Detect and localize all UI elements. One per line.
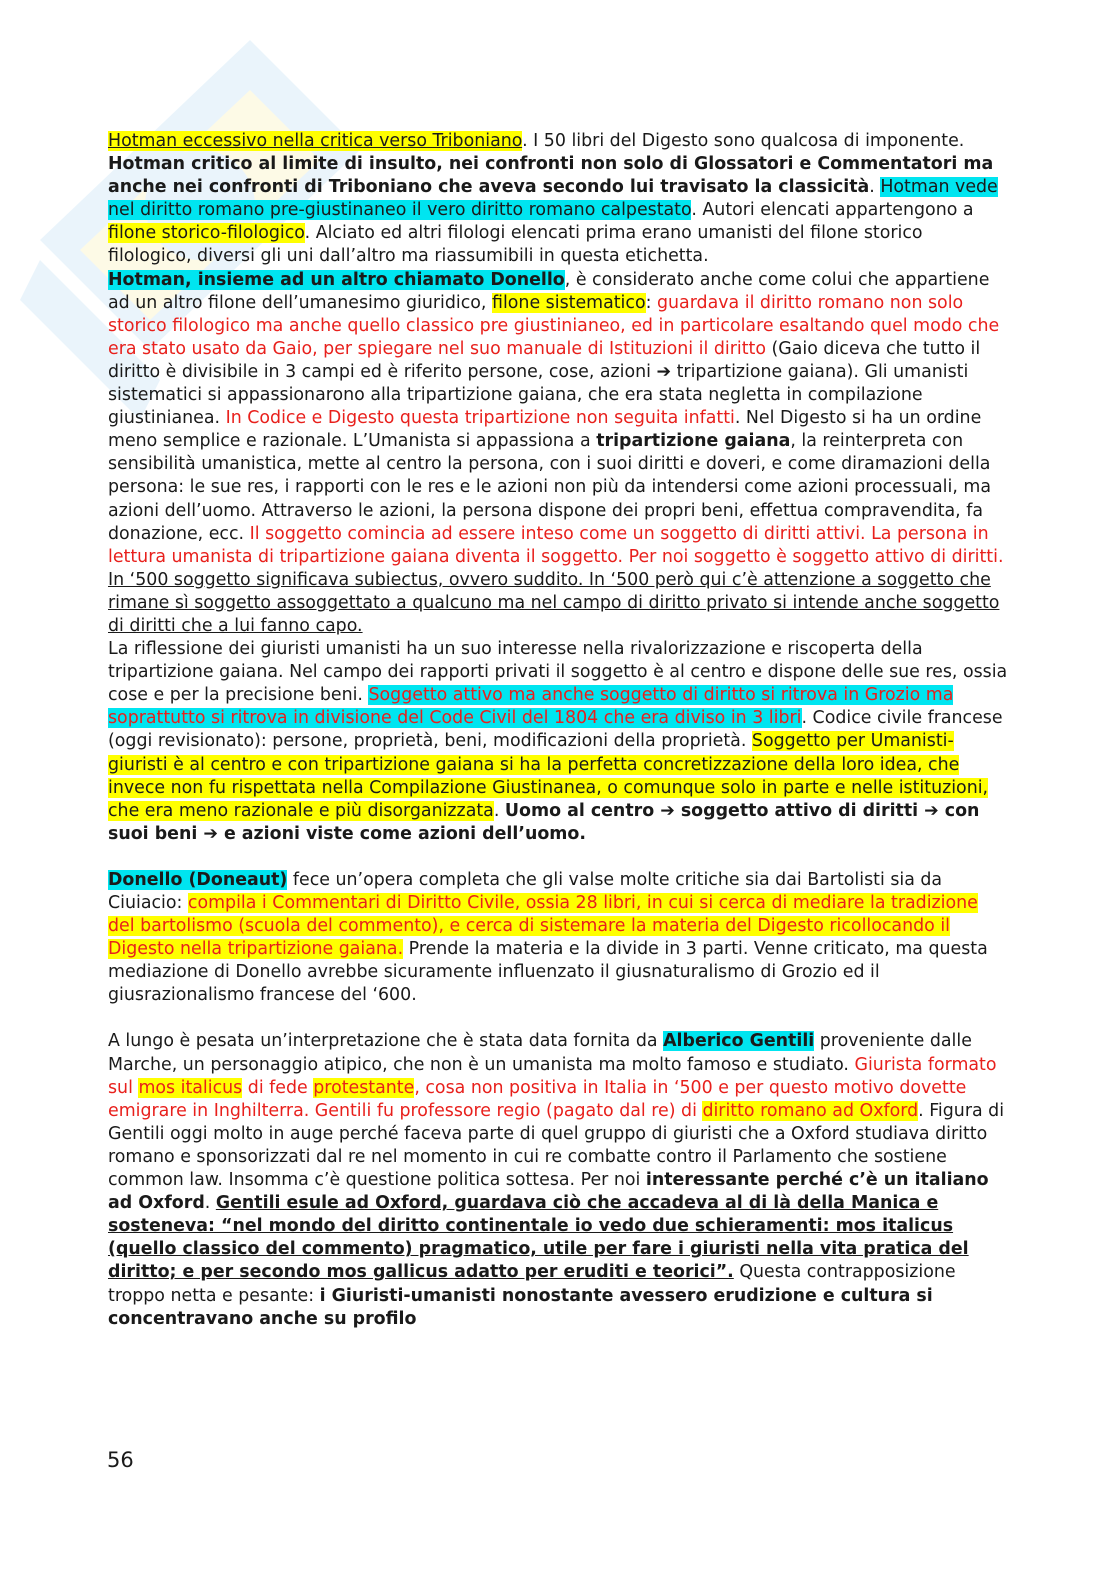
text-run: :	[645, 292, 657, 313]
text-run: .	[204, 1193, 216, 1214]
text-run: . Codice civile francese (oggi revisionato): persone, proprietà, beni, modificazioni della proprietà.	[108, 708, 1003, 752]
text-run: filone sistematico	[492, 292, 646, 313]
text-run: Uomo al centro ➔ soggetto attivo di diritti ➔ con suoi beni ➔ e azioni viste come azioni dell’uomo.	[108, 800, 980, 844]
text-run: . Autori elencati appartengono a	[691, 200, 974, 221]
text-run: , cosa non positiva in Italia in ‘500 e per questo motivo dovette emigrare in Inghilterra. Gentili fu professore regio (pagato dal re) di	[108, 1077, 967, 1121]
text-run: mos italicus	[138, 1077, 243, 1098]
text-run: . Figura di Gentili oggi molto in auge perché faceva parte di quel gruppo di giuristi che a Oxford studiava diritto romano e sponsorizzati dal re nel momento in cui re combatte contro il Parlamento che sostiene common law. Insomma c’è questione politica sottesa. Per noi	[108, 1100, 1005, 1191]
text-run: Hotman critico al limite di insulto, nei confronti non solo di Glossatori e Commentatori ma anche nei confronti di Triboniano che aveva secondo lui travisato la classicità	[108, 154, 994, 198]
paragraph	[108, 869, 1008, 1008]
document-body	[108, 130, 1008, 1331]
text-run: In Codice e Digesto questa tripartizione non seguita infatti	[225, 408, 735, 429]
text-run: . Nel Digesto si ha un ordine meno semplice e razionale. L’Umanista si appassiona a	[108, 408, 982, 452]
text-run: fece un’opera completa che gli valse molte critiche sia dai Bartolisti sia da Ciuiacio:	[108, 869, 943, 913]
text-run: , è considerato anche come colui che appartiene ad un altro filone dell’umanesimo giuridico,	[108, 269, 990, 313]
text-run: Giurista formato sul	[108, 1054, 997, 1098]
text-run: Gentili esule ad Oxford, guardava ciò che accadeva al di là della Manica e sosteneva: “nel mondo del diritto continentale io vedo due schieramenti: mos italicus (quello classico del commento) pragmatico, utile per fare i giuristi nella vita pratica del diritto; e per secondo mos gallicus adatto per eruditi e teorici”.	[108, 1193, 969, 1283]
text-run: , la reinterpreta con sensibilità umanistica, mette al centro la persona, con i suoi diritti e doveri, e come diramazioni della persona: le sue res, i rapporti con le res e le azioni non più da intendersi come azioni processuali, ma azioni dell’uomo. Attraverso le azioni, la persona dispone dei propri beni, effettua compravendita, fa donazione, ecc.	[108, 431, 991, 544]
text-run: Il soggetto comincia ad essere inteso come un soggetto di diritti attivi. La persona in lettura umanista di tripartizione gaiana diventa il soggetto. Per noi soggetto è soggetto attivo di diritti.	[108, 523, 1004, 567]
text-run: . I 50 libri del Digesto sono qualcosa di imponente.	[522, 131, 965, 151]
text-run: Soggetto attivo ma anche soggetto di diritto si ritrova in Grozio ma soprattutto si ritrova in divisione del Code Civil del 1804 che era diviso in 3 libri	[108, 685, 954, 729]
text-run: protestante	[313, 1077, 415, 1098]
text-run: Donello (Doneaut)	[108, 869, 288, 890]
text-run: Prende la materia e la divide in 3 parti. Venne criticato, ma questa mediazione di Donello avrebbe sicuramente influenzato il giusnaturalismo di Grozio ed il giusrazionalismo francese del ‘600.	[108, 939, 988, 1006]
text-run: i Giuristi-umanisti nonostante avessero erudizione e cultura si concentravano anche su profilo	[108, 1285, 933, 1329]
text-run: Questa contrapposizione troppo netta e pesante:	[108, 1262, 956, 1306]
text-run: . Alciato ed altri filologi elencati prima erano umanisti del filone storico filologico, diversi gli uni dall’altro ma riassumibili in questa etichetta.	[108, 223, 923, 267]
text-run: filone storico-filologico	[108, 223, 305, 244]
text-run: Soggetto per Umanisti-giuristi è al centro e con tripartizione gaiana si ha la perfetta concretizzazione della loro idea, che invece non fu rispettata nella Compilazione Giustinanea, o comunque solo in parte e nelle istituzioni, che era meno razionale e più disorganizzata	[108, 731, 989, 821]
text-run: compila i Commentari di Diritto Civile, ossia 28 libri, in cui si cerca di mediare la tradizione del bartolismo (scuola del commento), e cerca di sistemare la materia del Digesto ricollocando il Digesto nella tripartizione gaiana.	[108, 893, 978, 960]
text-run: .	[493, 800, 505, 821]
paragraph	[108, 1030, 1008, 1330]
text-run: (Gaio diceva che tutto il diritto è divisibile in 3 campi ed è riferito persone, cose, azioni ➔ tripartizione gaiana). Gli umanisti sistematici si appassionarono alla tripartizione gaiana, che era stata negletta in compilazione giustinianea.	[108, 338, 981, 429]
text-run: proveniente dalle Marche, un personaggio atipico, che non è un umanista ma molto famoso e studiato.	[108, 1031, 972, 1075]
paragraph	[108, 269, 1008, 639]
text-run: guardava il diritto romano non solo storico filologico ma anche quello classico pre giustinianeo, ed in particolare esaltando quel modo che era stato usato da Gaio, per spiegare nel suo manuale di Istituzioni il diritto	[108, 292, 1000, 359]
text-run: diritto romano ad Oxford	[702, 1100, 919, 1121]
text-run: Hotman eccessivo nella critica verso Triboniano	[108, 131, 523, 151]
text-run: In ‘500 soggetto significava subiectus, ovvero suddito. In ‘500 però qui c’è attenzione a soggetto che rimane sì soggetto assoggettato a qualcuno ma nel campo di diritto privato si intende anche soggetto di diritti che a lui fanno capo.	[108, 569, 1000, 636]
text-run: Alberico Gentili	[663, 1031, 815, 1052]
text-run: tripartizione gaiana	[596, 431, 791, 452]
text-run: A lungo è pesata un’interpretazione che è stata data fornita da	[108, 1031, 664, 1052]
paragraph	[108, 130, 1008, 269]
text-run: Hotman vede nel diritto romano pre-giustinaneo il vero diritto romano calpestato	[108, 177, 998, 221]
text-run: Hotman, insieme ad un altro chiamato Donello	[108, 269, 565, 290]
text-run: .	[869, 177, 881, 198]
page-number: 56	[107, 1448, 134, 1472]
text-run: interessante perché c’è un italiano ad Oxford	[108, 1170, 989, 1214]
text-run: La riflessione dei giuristi umanisti ha un suo interesse nella rivalorizzazione e riscoperta della tripartizione gaiana. Nel campo dei rapporti privati il soggetto è al centro e dispone delle sue res, ossia cose e per la precisione beni.	[108, 639, 1008, 706]
paragraph	[108, 638, 1008, 846]
text-run: di fede	[242, 1077, 314, 1098]
